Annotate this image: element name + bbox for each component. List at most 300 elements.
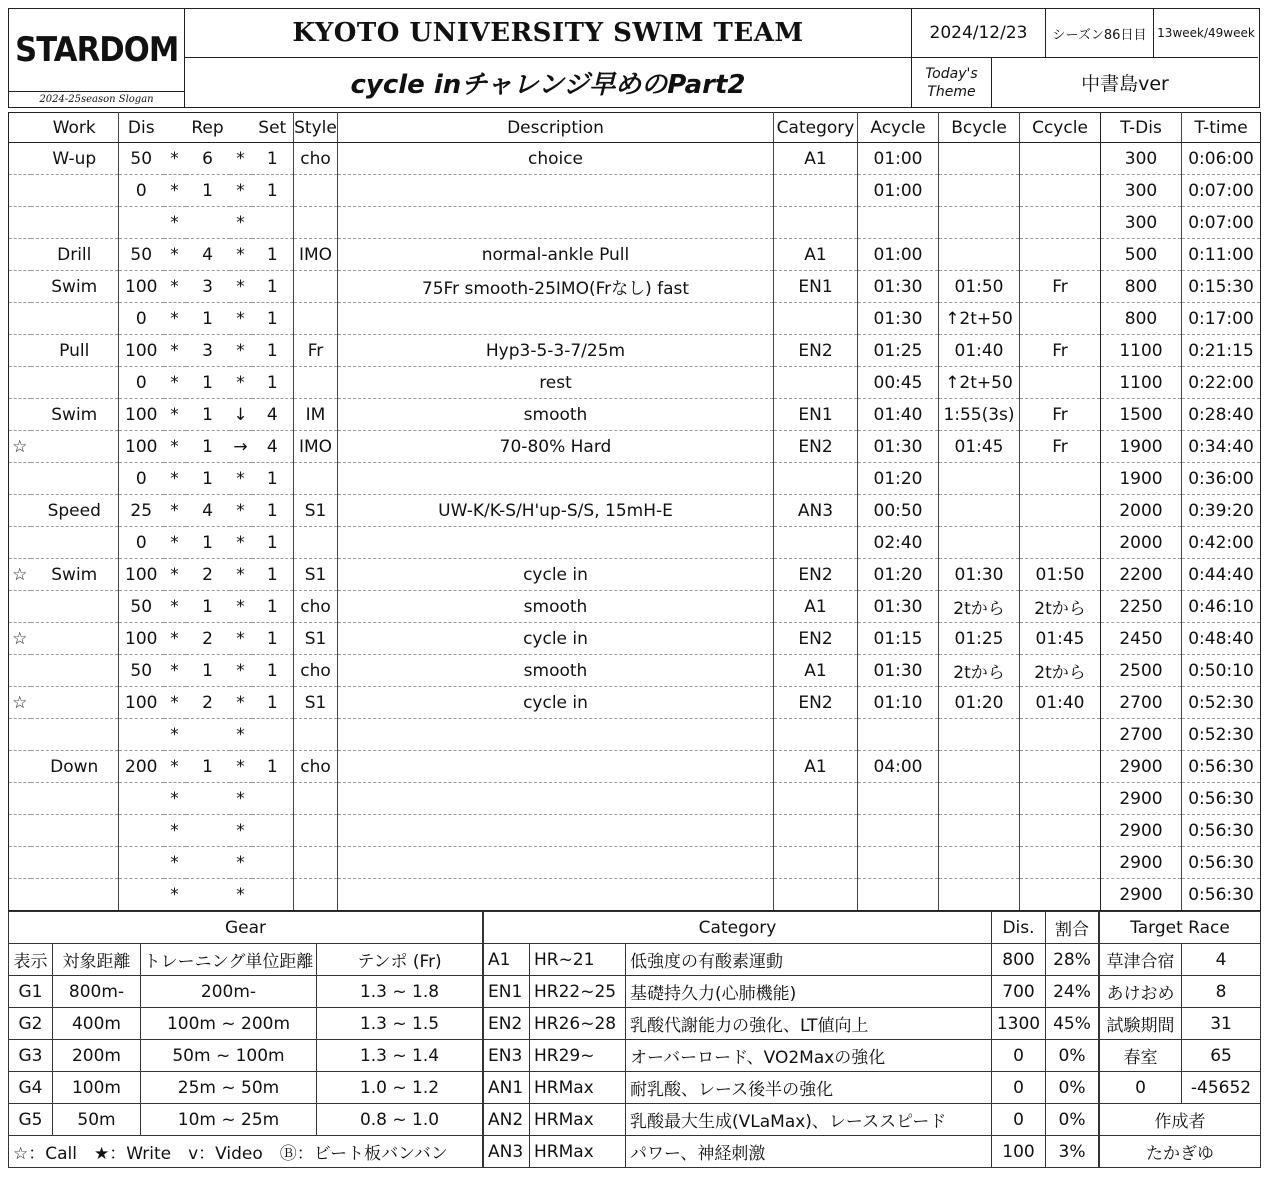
acycle-cell: 01:20: [858, 463, 939, 495]
race-row: [1100, 1040, 1261, 1072]
week-counter: 13week/49week: [1157, 26, 1255, 40]
gear-row: [9, 1008, 483, 1040]
description-cell: [338, 751, 774, 783]
op2-cell: *: [230, 847, 252, 879]
style-cell: cho: [294, 751, 338, 783]
bcycle-cell: [939, 719, 1020, 751]
author-name: たかぎゆ: [1100, 1136, 1261, 1168]
acycle-cell: 02:40: [858, 527, 939, 559]
ttime-cell: 0:21:15: [1182, 335, 1261, 367]
style-cell: [294, 783, 338, 815]
bcycle-cell: [939, 207, 1020, 239]
description-cell: UW-K/K-S/H'up-S/S, 15mH-E: [338, 495, 774, 527]
category-purpose: オーバーロード、VO2Maxの強化: [626, 1040, 992, 1072]
category-cell: [774, 783, 858, 815]
ccycle-cell: [1020, 463, 1101, 495]
rep-cell: 1: [186, 303, 230, 335]
ccycle-header: Ccycle: [1020, 113, 1101, 143]
ccycle-cell: [1020, 239, 1101, 271]
work-cell: Down: [31, 751, 119, 783]
rep-cell: [186, 815, 230, 847]
ttime-cell: 0:56:30: [1182, 847, 1261, 879]
description-cell: [338, 527, 774, 559]
op1-cell: *: [164, 399, 186, 431]
tdis-cell: 800: [1101, 271, 1182, 303]
style-cell: IM: [294, 399, 338, 431]
acycle-cell: 01:30: [858, 655, 939, 687]
op1-cell: *: [164, 591, 186, 623]
acycle-cell: 01:10: [858, 687, 939, 719]
op2-cell: *: [230, 559, 252, 591]
tdis-cell: 500: [1101, 239, 1182, 271]
rep-cell: 1: [186, 367, 230, 399]
ttime-cell: 0:07:00: [1182, 175, 1261, 207]
bcycle-cell: 2tから: [939, 591, 1020, 623]
workout-row: [9, 655, 1261, 687]
mark-cell: ☆: [9, 623, 31, 655]
op1-cell: *: [164, 815, 186, 847]
gear-col-unit: トレーニング単位距離: [141, 944, 317, 976]
work-cell: [31, 687, 119, 719]
gear-target-distance: 200m: [53, 1040, 141, 1072]
acycle-cell: 04:00: [858, 751, 939, 783]
mark-cell: [9, 335, 31, 367]
acycle-cell: 01:30: [858, 591, 939, 623]
work-cell: [31, 879, 119, 911]
race-row: [1100, 1008, 1261, 1040]
set-cell: 1: [252, 175, 294, 207]
description-cell: [338, 847, 774, 879]
gear-unit-distance: 25m ~ 50m: [141, 1072, 317, 1104]
description-cell: cycle in: [338, 687, 774, 719]
ccycle-cell: [1020, 751, 1101, 783]
rep-header: Rep: [186, 113, 230, 143]
bcycle-cell: [939, 879, 1020, 911]
ccycle-cell: [1020, 783, 1101, 815]
op2-cell: *: [230, 719, 252, 751]
ttime-cell: 0:06:00: [1182, 143, 1261, 175]
op1-cell: *: [164, 559, 186, 591]
category-cell: A1: [774, 655, 858, 687]
mark-cell: [9, 719, 31, 751]
acycle-cell: 01:20: [858, 559, 939, 591]
set-cell: 1: [252, 559, 294, 591]
author-label: 作成者: [1100, 1104, 1261, 1136]
acycle-cell: 01:00: [858, 239, 939, 271]
ccycle-cell: [1020, 495, 1101, 527]
workout-row: [9, 879, 1261, 911]
set-cell: 1: [252, 527, 294, 559]
category-cell: EN2: [774, 431, 858, 463]
tdis-cell: 1100: [1101, 335, 1182, 367]
race-row: [1100, 944, 1261, 976]
dis-cell: 100: [119, 335, 164, 367]
ccycle-cell: 2tから: [1020, 655, 1101, 687]
description-cell: [338, 783, 774, 815]
op2-cell: *: [230, 367, 252, 399]
tdis-cell: 2500: [1101, 655, 1182, 687]
op2-cell: *: [230, 463, 252, 495]
race-name: あけおめ: [1100, 976, 1182, 1008]
rep-cell: 2: [186, 559, 230, 591]
ttime-cell: 0:34:40: [1182, 431, 1261, 463]
tdis-cell: 1100: [1101, 367, 1182, 399]
gear-col-tempo: テンポ (Fr): [317, 944, 483, 976]
category-purpose: 基礎持久力(心肺機能): [626, 976, 992, 1008]
acycle-cell: [858, 207, 939, 239]
work-cell: Swim: [31, 399, 119, 431]
style-cell: [294, 207, 338, 239]
gear-target-distance: 100m: [53, 1072, 141, 1104]
gear-row: [9, 1104, 483, 1136]
tdis-cell: 1500: [1101, 399, 1182, 431]
set-header: Set: [252, 113, 294, 143]
ccycle-cell: Fr: [1020, 335, 1101, 367]
set-cell: [252, 783, 294, 815]
tdis-cell: 2200: [1101, 559, 1182, 591]
set-cell: [252, 847, 294, 879]
op1-cell: *: [164, 271, 186, 303]
set-cell: 1: [252, 655, 294, 687]
bcycle-cell: 01:30: [939, 559, 1020, 591]
work-cell: [31, 783, 119, 815]
category-hr: HR26~28: [530, 1008, 626, 1040]
op2-cell: *: [230, 335, 252, 367]
dis-cell: 50: [119, 143, 164, 175]
work-cell: [31, 303, 119, 335]
workout-rows: [9, 143, 1261, 911]
dis-cell: [119, 879, 164, 911]
dis-cell: 50: [119, 655, 164, 687]
tdis-cell: 2000: [1101, 495, 1182, 527]
gear-table: [8, 911, 483, 1168]
op2-cell: *: [230, 591, 252, 623]
ttime-cell: 0:52:30: [1182, 687, 1261, 719]
gear-code: G1: [9, 976, 53, 1008]
dis-cell: 100: [119, 687, 164, 719]
work-cell: [31, 591, 119, 623]
set-cell: 4: [252, 399, 294, 431]
tdis-cell: 2900: [1101, 783, 1182, 815]
workout-row: [9, 335, 1261, 367]
category-hr: HR~21: [530, 944, 626, 976]
theme-label-line1: Today's: [925, 65, 978, 82]
theme-label-cell: [911, 58, 991, 107]
tdis-cell: 2700: [1101, 719, 1182, 751]
work-cell: Drill: [31, 239, 119, 271]
bcycle-cell: [939, 783, 1020, 815]
ccycle-cell: Fr: [1020, 431, 1101, 463]
category-cell: [774, 847, 858, 879]
tdis-cell: 300: [1101, 175, 1182, 207]
season-day: シーズン86日目: [1052, 27, 1147, 43]
category-purpose: パワー、神経刺激: [626, 1136, 992, 1168]
ttime-header: T-time: [1182, 113, 1261, 143]
op1-cell: *: [164, 303, 186, 335]
description-cell: [338, 719, 774, 751]
gear-tempo: 1.3 ~ 1.8: [317, 976, 483, 1008]
category-code: A1: [484, 944, 530, 976]
category-distance: 0: [992, 1040, 1046, 1072]
category-row: [484, 1040, 1099, 1072]
dis-cell: 100: [119, 623, 164, 655]
mark-header: [9, 113, 31, 143]
tdis-cell: 2450: [1101, 623, 1182, 655]
op2-cell: *: [230, 783, 252, 815]
description-header: Description: [338, 113, 774, 143]
bcycle-cell: 01:45: [939, 431, 1020, 463]
set-cell: 1: [252, 623, 294, 655]
op1-cell: *: [164, 207, 186, 239]
category-ratio: 3%: [1046, 1136, 1099, 1168]
description-cell: smooth: [338, 655, 774, 687]
category-distance: 0: [992, 1104, 1046, 1136]
op2-cell: *: [230, 207, 252, 239]
style-cell: cho: [294, 143, 338, 175]
bcycle-cell: 01:40: [939, 335, 1020, 367]
ccycle-cell: [1020, 207, 1101, 239]
tdis-cell: 300: [1101, 207, 1182, 239]
rep-cell: [186, 847, 230, 879]
dis-header: Dis: [119, 113, 164, 143]
tdis-cell: 2900: [1101, 815, 1182, 847]
description-cell: cycle in: [338, 623, 774, 655]
gear-code: G2: [9, 1008, 53, 1040]
tdis-cell: 2250: [1101, 591, 1182, 623]
acycle-cell: 01:00: [858, 175, 939, 207]
workout-row: [9, 239, 1261, 271]
description-cell: rest: [338, 367, 774, 399]
category-ratio: 28%: [1046, 944, 1099, 976]
mark-cell: [9, 143, 31, 175]
op2-cell: *: [230, 271, 252, 303]
dis-cell: 100: [119, 431, 164, 463]
acycle-cell: 01:40: [858, 399, 939, 431]
acycle-cell: 00:45: [858, 367, 939, 399]
rep-cell: 1: [186, 175, 230, 207]
category-row: [484, 1072, 1099, 1104]
race-name: 春室: [1100, 1040, 1182, 1072]
bcycle-cell: [939, 495, 1020, 527]
tdis-cell: 2900: [1101, 751, 1182, 783]
style-cell: [294, 847, 338, 879]
workout-row: [9, 367, 1261, 399]
set-cell: 1: [252, 143, 294, 175]
rep-cell: [186, 879, 230, 911]
op1-cell: *: [164, 367, 186, 399]
op1-cell: *: [164, 239, 186, 271]
op2-header: [230, 113, 252, 143]
op1-cell: *: [164, 175, 186, 207]
theme-label-line2: Theme: [927, 83, 976, 100]
category-cell: [774, 175, 858, 207]
category-cell: EN2: [774, 687, 858, 719]
description-cell: [338, 815, 774, 847]
target-race-title: Target Race: [1100, 912, 1261, 944]
workout-row: [9, 751, 1261, 783]
category-ratio: 0%: [1046, 1104, 1099, 1136]
ttime-cell: 0:46:10: [1182, 591, 1261, 623]
category-ratio: 45%: [1046, 1008, 1099, 1040]
work-cell: [31, 175, 119, 207]
mark-cell: [9, 591, 31, 623]
description-cell: [338, 175, 774, 207]
description-cell: cycle in: [338, 559, 774, 591]
ccycle-cell: [1020, 847, 1101, 879]
style-cell: [294, 815, 338, 847]
bcycle-cell: 01:25: [939, 623, 1020, 655]
tdis-cell: 2900: [1101, 847, 1182, 879]
logo-cell: [9, 9, 185, 91]
gear-code: G3: [9, 1040, 53, 1072]
set-cell: 1: [252, 367, 294, 399]
category-ratio: 0%: [1046, 1040, 1099, 1072]
style-cell: [294, 175, 338, 207]
slogan-label: 2024-25season Slogan: [39, 94, 154, 105]
gear-col-distance: 対象距離: [53, 944, 141, 976]
category-purpose: 耐乳酸、レース後半の強化: [626, 1072, 992, 1104]
rep-cell: 4: [186, 239, 230, 271]
set-cell: [252, 719, 294, 751]
category-distance: 700: [992, 976, 1046, 1008]
style-cell: IMO: [294, 239, 338, 271]
gear-title: Gear: [9, 912, 483, 944]
bcycle-cell: [939, 815, 1020, 847]
op1-cell: *: [164, 847, 186, 879]
category-title: Category: [484, 912, 992, 944]
category-row: [484, 976, 1099, 1008]
category-cell: [774, 207, 858, 239]
category-cell: [774, 815, 858, 847]
category-cell: [774, 527, 858, 559]
race-name: 試験期間: [1100, 1008, 1182, 1040]
workout-row: [9, 783, 1261, 815]
ccycle-cell: [1020, 303, 1101, 335]
set-cell: 4: [252, 431, 294, 463]
op2-cell: *: [230, 815, 252, 847]
category-cell: [774, 879, 858, 911]
mark-cell: [9, 879, 31, 911]
set-cell: 1: [252, 495, 294, 527]
mark-cell: [9, 527, 31, 559]
op2-cell: *: [230, 655, 252, 687]
style-cell: S1: [294, 559, 338, 591]
ttime-cell: 0:42:00: [1182, 527, 1261, 559]
workout-row: [9, 399, 1261, 431]
bcycle-cell: [939, 527, 1020, 559]
tdis-cell: 800: [1101, 303, 1182, 335]
category-code: EN1: [484, 976, 530, 1008]
category-distance: 100: [992, 1136, 1046, 1168]
tdis-cell: 2900: [1101, 879, 1182, 911]
category-code: EN2: [484, 1008, 530, 1040]
ttime-cell: 0:11:00: [1182, 239, 1261, 271]
ttime-cell: 0:17:00: [1182, 303, 1261, 335]
bcycle-cell: [939, 463, 1020, 495]
rep-cell: 1: [186, 751, 230, 783]
race-row: [1100, 1072, 1261, 1104]
tdis-cell: 300: [1101, 143, 1182, 175]
race-days-left: 8: [1182, 976, 1261, 1008]
work-cell: [31, 719, 119, 751]
category-row: [484, 1136, 1099, 1168]
mark-cell: [9, 399, 31, 431]
mark-cell: [9, 207, 31, 239]
workout-row: [9, 463, 1261, 495]
category-distance: 1300: [992, 1008, 1046, 1040]
op1-cell: *: [164, 719, 186, 751]
style-cell: [294, 303, 338, 335]
race-days-left: 4: [1182, 944, 1261, 976]
mark-cell: [9, 815, 31, 847]
dis-cell: 100: [119, 271, 164, 303]
mark-cell: [9, 367, 31, 399]
workout-row: [9, 687, 1261, 719]
dis-cell: 0: [119, 367, 164, 399]
mark-cell: ☆: [9, 431, 31, 463]
mark-cell: [9, 271, 31, 303]
ttime-cell: 0:52:30: [1182, 719, 1261, 751]
workout-row: [9, 495, 1261, 527]
category-distance: 0: [992, 1072, 1046, 1104]
mark-legend: ☆：Call ★：Write v：Video Ⓑ：ビート板バンバン: [9, 1136, 483, 1168]
dis-cell: 50: [119, 239, 164, 271]
venue-cell: [991, 58, 1258, 107]
gear-tempo: 1.3 ~ 1.4: [317, 1040, 483, 1072]
category-cell: EN2: [774, 623, 858, 655]
ttime-cell: 0:56:30: [1182, 815, 1261, 847]
bcycle-cell: 2tから: [939, 655, 1020, 687]
mark-cell: ☆: [9, 687, 31, 719]
bcycle-cell: ↑2t+50: [939, 367, 1020, 399]
ccycle-cell: [1020, 143, 1101, 175]
mark-cell: [9, 175, 31, 207]
category-cell: A1: [774, 143, 858, 175]
op1-header: [164, 113, 186, 143]
set-cell: 1: [252, 463, 294, 495]
gear-row: [9, 1040, 483, 1072]
ttime-cell: 0:36:00: [1182, 463, 1261, 495]
op1-cell: *: [164, 687, 186, 719]
workout-row: [9, 623, 1261, 655]
category-purpose: 乳酸代謝能力の強化、LT値向上: [626, 1008, 992, 1040]
category-cell: [774, 463, 858, 495]
category-cell: [774, 303, 858, 335]
dis-cell: 50: [119, 591, 164, 623]
bcycle-cell: [939, 175, 1020, 207]
set-cell: 1: [252, 751, 294, 783]
workout-row: [9, 559, 1261, 591]
workout-table: [8, 112, 1261, 911]
dis-cell: 25: [119, 495, 164, 527]
ttime-cell: 0:50:10: [1182, 655, 1261, 687]
category-header: Category: [774, 113, 858, 143]
work-cell: [31, 815, 119, 847]
ttime-cell: 0:56:30: [1182, 879, 1261, 911]
style-cell: [294, 271, 338, 303]
gear-row: [9, 976, 483, 1008]
workout-row: [9, 815, 1261, 847]
op1-cell: *: [164, 783, 186, 815]
description-cell: [338, 879, 774, 911]
style-cell: [294, 719, 338, 751]
style-cell: cho: [294, 655, 338, 687]
race-row: [1100, 976, 1261, 1008]
rep-cell: 3: [186, 271, 230, 303]
style-cell: cho: [294, 591, 338, 623]
category-cell: A1: [774, 751, 858, 783]
acycle-header: Acycle: [858, 113, 939, 143]
